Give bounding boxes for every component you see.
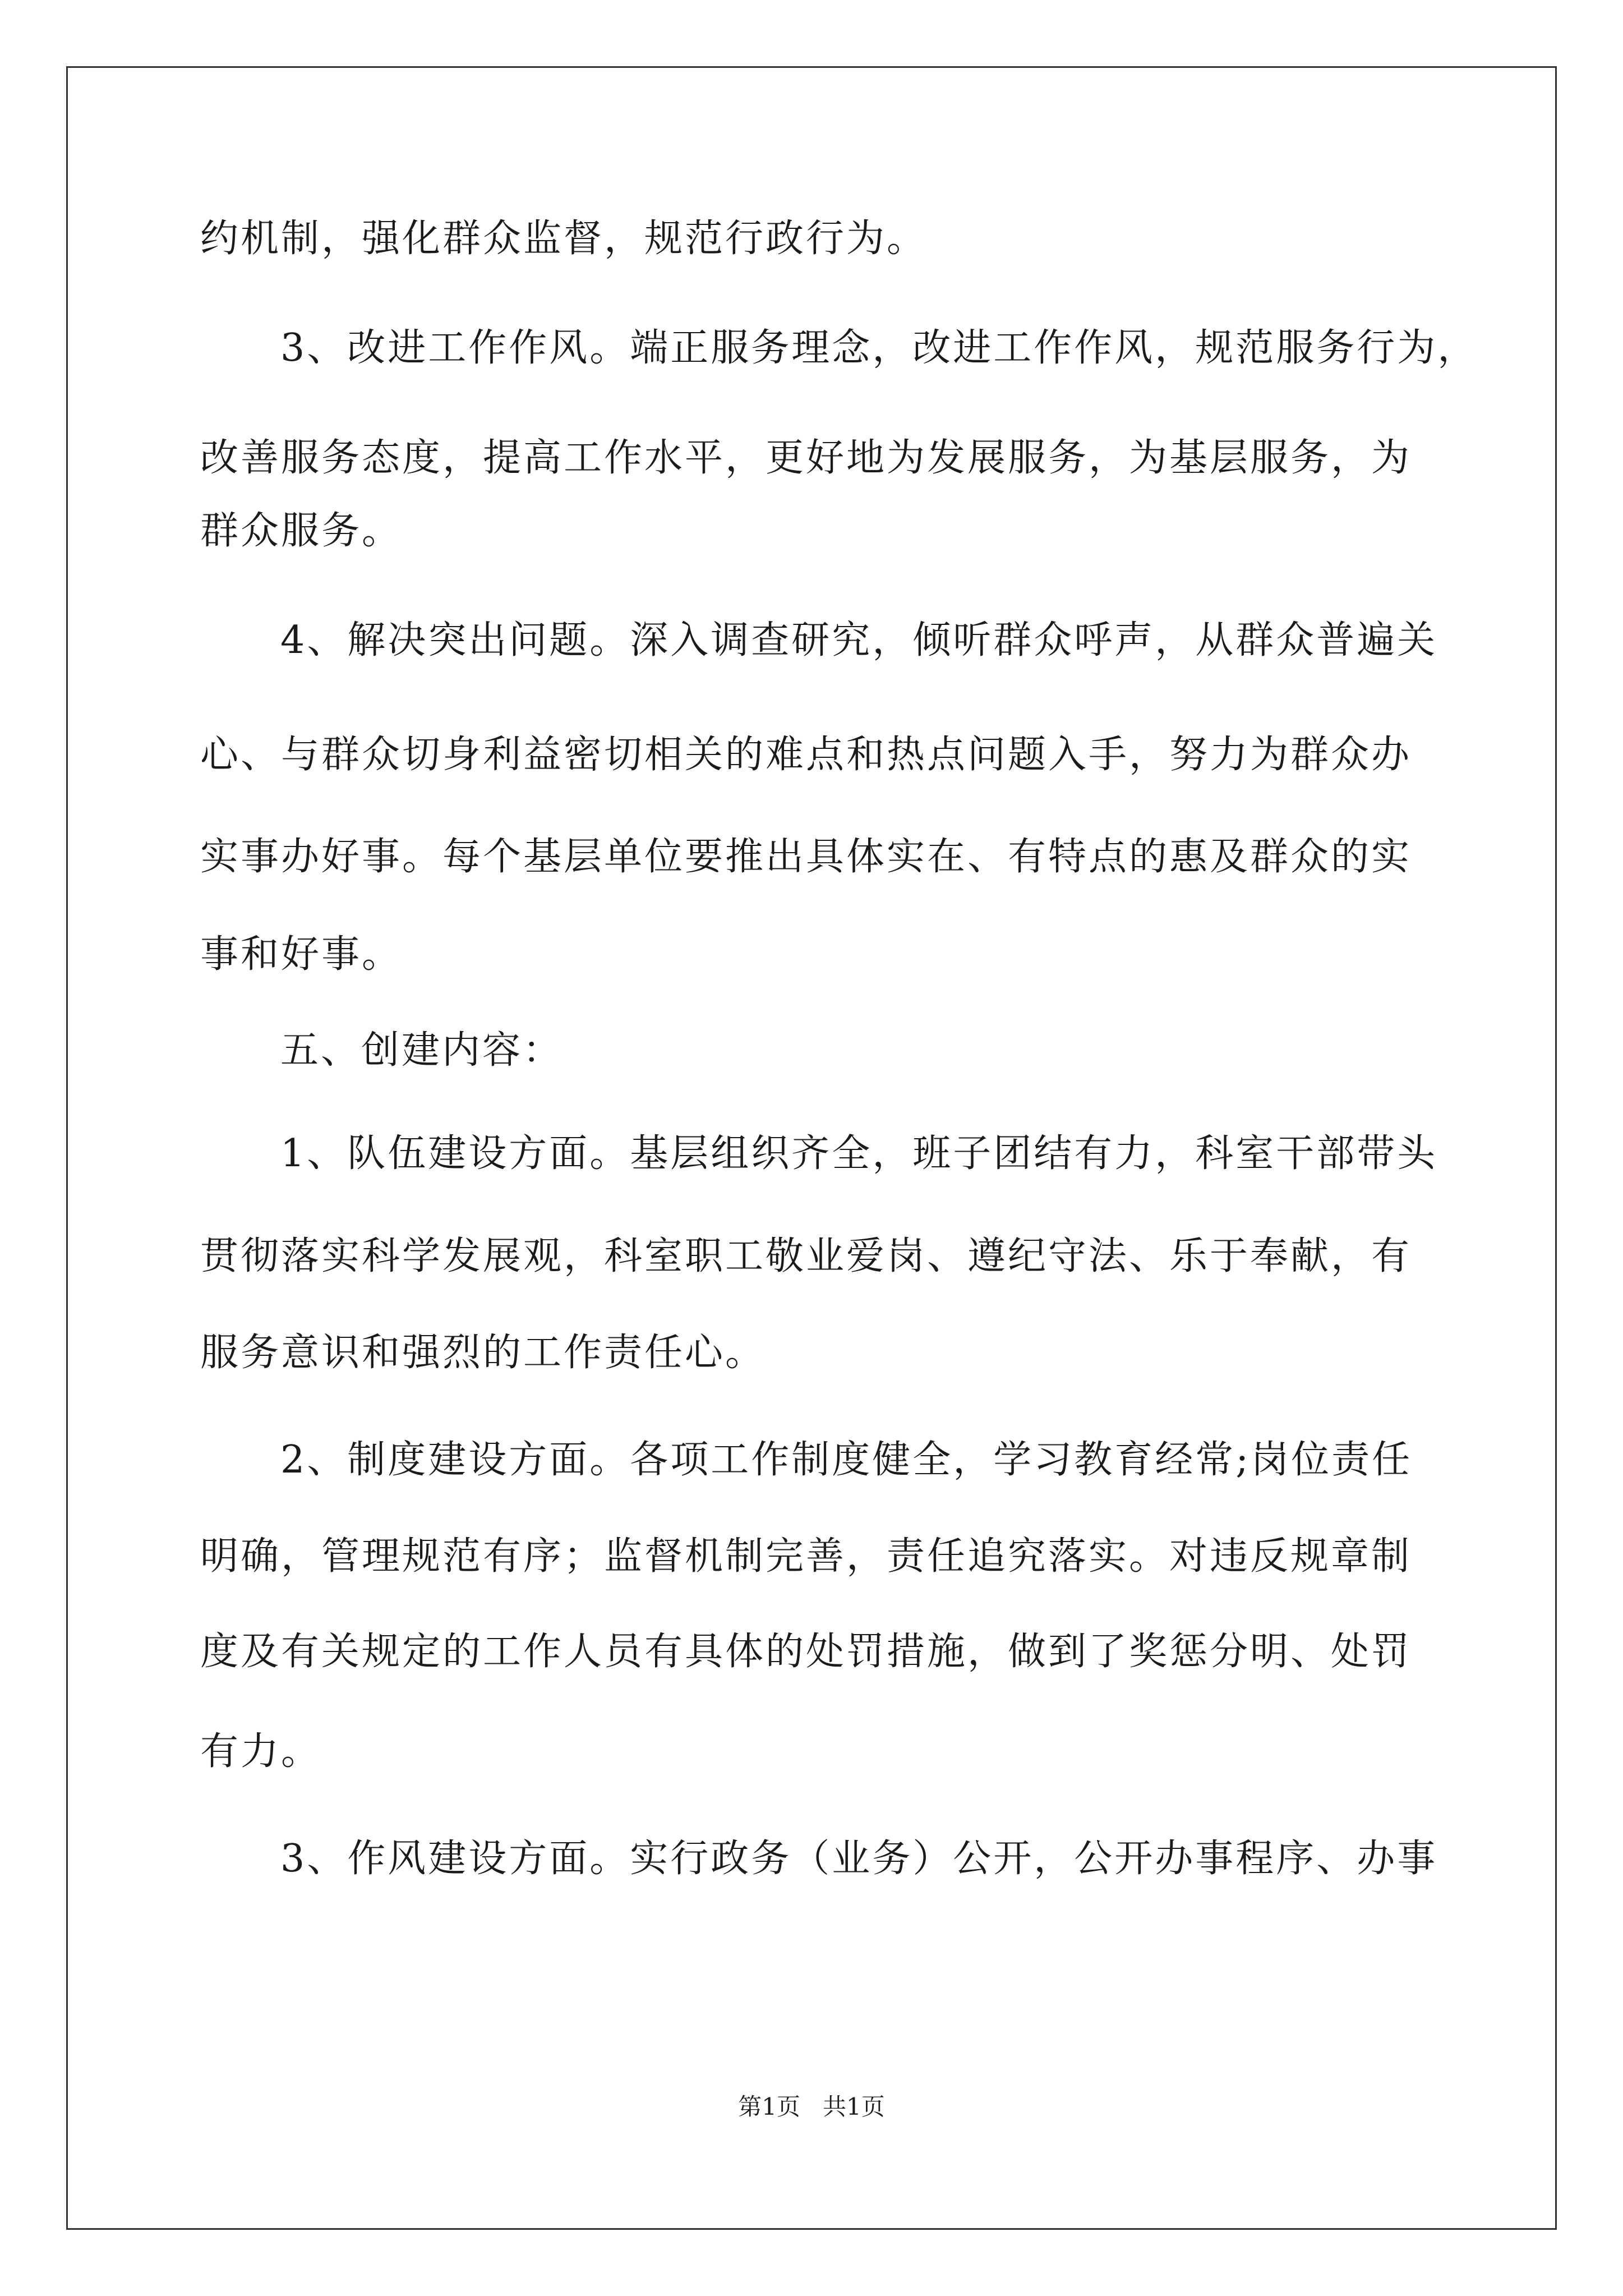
page-number-footer: 第1页 共1页	[738, 2093, 885, 2120]
body-text-line: 改善服务态度，提高工作水平，更好地为发展服务，为基层服务，为	[200, 436, 1412, 480]
body-text-line: 约机制，强化群众监督，规范行政行为。	[200, 217, 928, 261]
body-text-line: 明确，管理规范有序；监督机制完善，责任追究落实。对违反规章制	[200, 1534, 1412, 1579]
body-text-line: 2、制度建设方面。各项工作制度健全，学习教育经常;岗位责任	[280, 1438, 1413, 1482]
body-text-line: 3、作风建设方面。实行政务（业务）公开，公开办事程序、办事	[280, 1837, 1438, 1881]
body-text-line: 服务意识和强烈的工作责任心。	[200, 1331, 766, 1375]
body-text-line: 实事办好事。每个基层单位要推出具体实在、有特点的惠及群众的实	[200, 835, 1412, 879]
body-text-line: 心、与群众切身利益密切相关的难点和热点问题入手，努力为群众办	[200, 733, 1412, 777]
body-text-line: 群众服务。	[200, 509, 403, 553]
section-heading: 五、创建内容：	[280, 1028, 564, 1073]
body-text-line: 4、解决突出问题。深入调查研究，倾听群众呼声，从群众普遍关	[280, 618, 1438, 662]
body-text-line: 1、队伍建设方面。基层组织齐全，班子团结有力，科室干部带头	[280, 1131, 1438, 1176]
body-text-line: 有力。	[200, 1729, 322, 1774]
body-text-line: 3、改进工作作风。端正服务理念，改进工作作风，规范服务行为，	[280, 326, 1478, 370]
body-text-line: 度及有关规定的工作人员有具体的处罚措施，做到了奖惩分明、处罚	[200, 1630, 1412, 1674]
body-text-line: 贯彻落实科学发展观，科室职工敬业爱岗、遵纪守法、乐于奉献，有	[200, 1234, 1412, 1278]
body-text-line: 事和好事。	[200, 932, 403, 977]
